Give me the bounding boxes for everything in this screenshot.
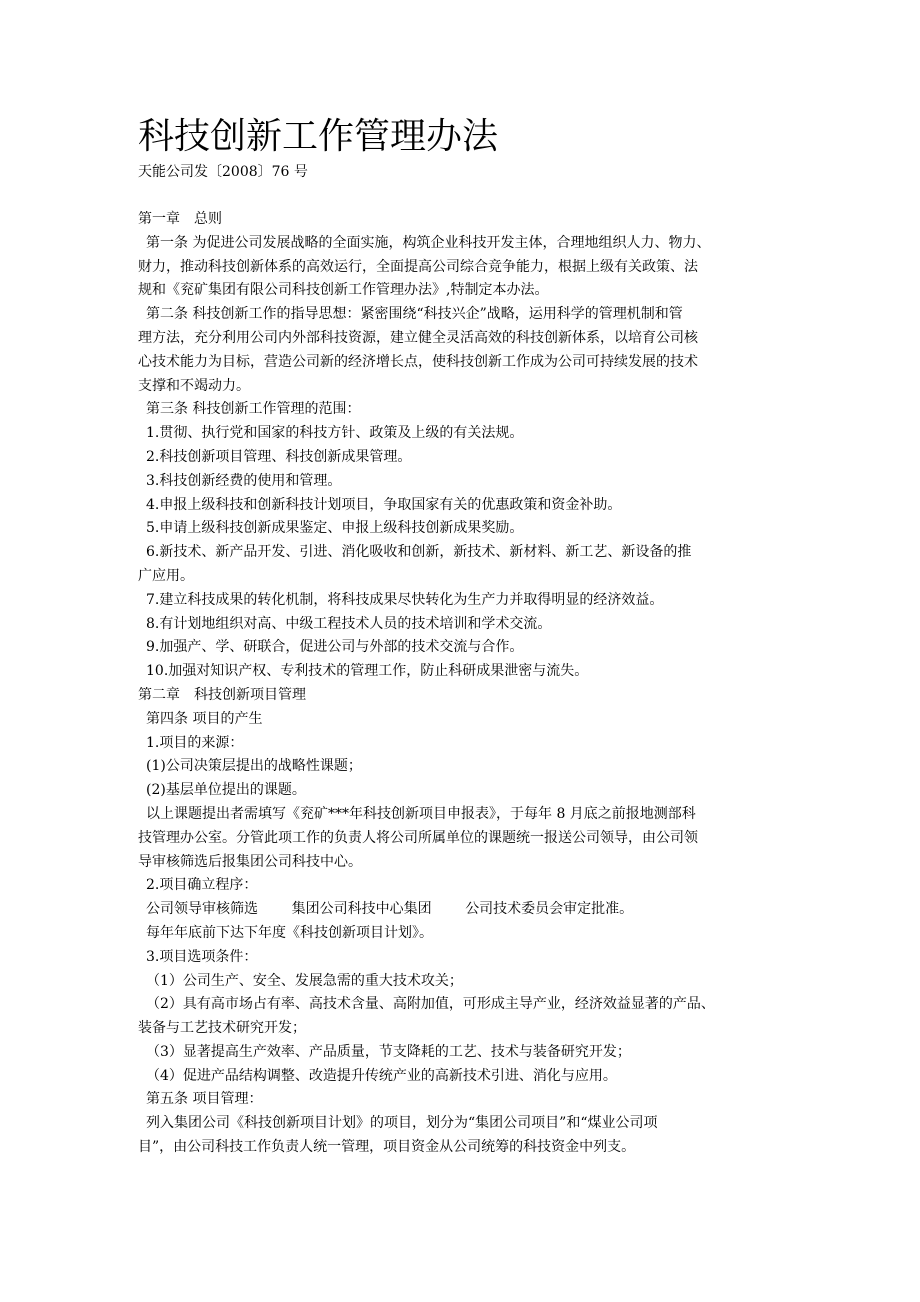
list-item: 5.申请上级科技创新成果鉴定、申报上级科技创新成果奖励。	[146, 520, 524, 537]
list-item: 4.申报上级科技和创新科技计划项目，争取国家有关的优惠政策和资金补助。	[146, 496, 622, 513]
list-item: 3.项目选项条件：	[146, 948, 258, 965]
list-item: 9.加强产、学、研联合，促进公司与外部的技术交流与合作。	[146, 639, 524, 656]
text-line: 第二条 科技创新工作的指导思想：紧密围绕“科技兴企”战略，运用科学的管理机制和管	[146, 306, 683, 323]
text-line: 导审核筛选后报集团公司科技中心。	[138, 853, 362, 870]
text-line: 列入集团公司《科技创新项目计划》的项目，划分为“集团公司项目”和“煤业公司项	[146, 1115, 658, 1132]
list-item: 1.项目的来源：	[146, 734, 244, 751]
procedure-step: 公司技术委员会审定批准。	[465, 901, 634, 918]
document-title: 科技创新工作管理办法	[138, 116, 499, 157]
list-item: （1）公司生产、安全、发展急需的重大技术攻关；	[146, 972, 463, 989]
list-item: （3）显著提高生产效率、产品质量，节支降耗的工艺、技术与装备研究开发；	[146, 1043, 631, 1060]
procedure-flow	[138, 898, 788, 922]
text-line: 每年年底前下达下年度《科技创新项目计划》。	[146, 924, 433, 941]
chapter-heading: 第一章 总则	[138, 211, 222, 227]
text-line: 第一条 为促进公司发展战略的全面实施，构筑企业科技开发主体，合理地组织人力、物力、	[146, 234, 711, 251]
text-line: 目”，由公司科技工作负责人统一管理，项目资金从公司统筹的科技资金中列支。	[138, 1139, 636, 1156]
list-item: （2）具有高市场占有率、高技术含量、高附加值，可形成主导产业，经济效益显著的产品、	[146, 996, 715, 1013]
document-number: 天能公司发〔2008〕76 号	[138, 164, 308, 180]
text-line: 以上课题提出者需填写《兖矿***年科技创新项目申报表》，于每年 8 月底之前报地测部科	[146, 805, 696, 822]
text-line: 广应用。	[138, 567, 194, 584]
text-line: 支撑和不竭动力。	[138, 377, 250, 394]
list-item: (2)基层单位提出的课题。	[146, 782, 306, 799]
procedure-step: 公司领导审核筛选	[146, 901, 258, 918]
list-item: 2.项目确立程序：	[146, 877, 258, 894]
list-item: 1.贯彻、执行党和国家的科技方针、政策及上级的有关法规。	[146, 425, 524, 442]
list-item: 6.新技术、新产品开发、引进、消化吸收和创新，新技术、新材料、新工艺、新设备的推	[146, 544, 692, 561]
list-item: 3.科技创新经费的使用和管理。	[146, 472, 342, 489]
procedure-step: 集团公司科技中心集团	[291, 901, 432, 918]
text-line: 心技术能力为目标，营造公司新的经济增长点，使科技创新工作成为公司可持续发展的技术	[138, 353, 698, 370]
text-line: 装备与工艺技术研究开发；	[138, 1020, 306, 1037]
text-line: 第四条 项目的产生	[146, 710, 263, 727]
text-line: 第三条 科技创新工作管理的范围：	[146, 401, 361, 418]
chapter-heading: 第二章 科技创新项目管理	[138, 686, 306, 703]
text-line: 理方法，充分利用公司内外部科技资源，建立健全灵活高效的科技创新体系，以培育公司核	[138, 329, 698, 346]
list-item: （4）促进产品结构调整、改造提升传统产业的高新技术引进、消化与应用。	[146, 1067, 617, 1084]
list-item: (1)公司决策层提出的战略性课题；	[146, 758, 362, 775]
list-item: 8.有计划地组织对高、中级工程技术人员的技术培训和学术交流。	[146, 615, 552, 632]
text-line: 技管理办公室。分管此项工作的负责人将公司所属单位的课题统一报送公司领导，由公司领	[138, 829, 698, 846]
list-item: 7.建立科技成果的转化机制，将科技成果尽快转化为生产力并取得明显的经济效益。	[146, 591, 664, 608]
text-line: 财力，推动科技创新体系的高效运行，全面提高公司综合竞争能力，根据上级有关政策、法	[138, 258, 698, 275]
text-line: 第五条 项目管理：	[146, 1091, 263, 1108]
list-item: 2.科技创新项目管理、科技创新成果管理。	[146, 448, 412, 465]
document-body	[138, 208, 788, 1160]
list-item: 10.加强对知识产权、专利技术的管理工作，防止科研成果泄密与流失。	[146, 663, 589, 680]
text-line: 规和《兖矿集团有限公司科技创新工作管理办法》,特制定本办法。	[138, 282, 549, 299]
